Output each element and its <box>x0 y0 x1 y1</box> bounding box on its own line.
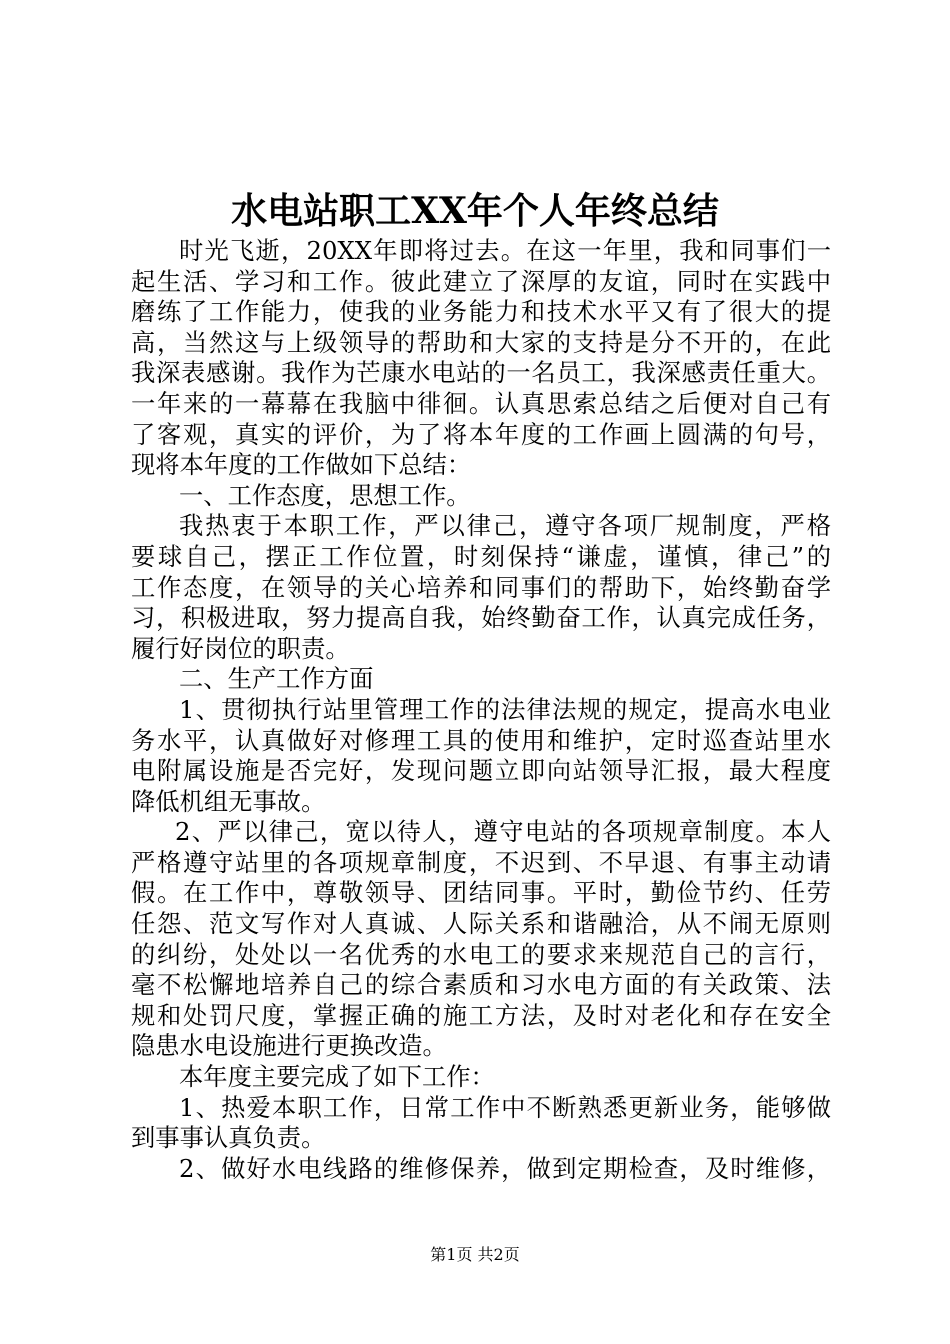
paragraph-line: 2、做好水电线路的维修保养，做到定期检查，及时维修， <box>179 1153 831 1183</box>
paragraph-line: 到事事认真负责。 <box>131 1123 326 1153</box>
paragraph-line: 降低机组无事故。 <box>131 786 326 816</box>
paragraph-line: 2、严以律己，宽以待人，遵守电站的各项规章制度。本人 <box>175 817 831 847</box>
paragraph-line: 习，积极进取，努力提高自我，始终勤奋工作，认真完成任务， <box>131 603 831 633</box>
paragraph-line: 严格遵守站里的各项规章制度，不迟到、不早退、有事主动请 <box>131 847 831 877</box>
paragraph-line: 务水平，认真做好对修理工具的使用和维护，定时巡查站里水 <box>131 725 831 755</box>
paragraph-line: 一年来的一幕幕在我脑中徘徊。认真思索总结之后便对自己有 <box>131 388 831 418</box>
paragraph-line: 工作态度，在领导的关心培养和同事们的帮助下，始终勤奋学 <box>131 572 831 602</box>
paragraph-line: 要球自己，摆正工作位置，时刻保持“谦虚，谨慎，律己”的 <box>131 541 831 571</box>
page-footer: 第1页 共2页 <box>430 1245 520 1264</box>
paragraph-line: 高，当然这与上级领导的帮助和大家的支持是分不开的，在此 <box>131 327 831 357</box>
paragraph-line: 履行好岗位的职责。 <box>131 633 350 663</box>
section-heading: 一、工作态度，思想工作。 <box>179 480 471 510</box>
paragraph-line: 毫不松懈地培养自己的综合素质和习水电方面的有关政策、法 <box>131 970 831 1000</box>
paragraph-line: 任怨、范文写作对人真诚、人际关系和谐融洽，从不闹无原则 <box>131 909 831 939</box>
paragraph-line: 我深表感谢。我作为芒康水电站的一名员工，我深感责任重大。 <box>131 358 831 388</box>
paragraph-line: 假。在工作中，尊敬领导、团结同事。平时，勤俭节约、任劳 <box>131 878 831 908</box>
document-body <box>131 236 831 1184</box>
paragraph-line: 现将本年度的工作做如下总结： <box>131 450 472 480</box>
section-heading: 本年度主要完成了如下工作： <box>179 1062 495 1092</box>
paragraph-line: 的纠纷，处处以一名优秀的水电工的要求来规范自己的言行， <box>131 939 831 969</box>
paragraph-line: 1、热爱本职工作，日常工作中不断熟悉更新业务，能够做 <box>179 1092 831 1122</box>
paragraph-line: 我热衷于本职工作，严以律己，遵守各项厂规制度，严格 <box>179 511 831 541</box>
paragraph-line: 隐患水电设施进行更换改造。 <box>131 1031 447 1061</box>
paragraph-line: 1、贯彻执行站里管理工作的法律法规的规定，提高水电业 <box>179 694 831 724</box>
paragraph-line: 了客观，真实的评价，为了将本年度的工作画上圆满的句号， <box>131 419 831 449</box>
section-heading: 二、生产工作方面 <box>179 664 374 694</box>
paragraph-line: 规和处罚尺度，掌握正确的施工方法，及时对老化和存在安全 <box>131 1000 831 1030</box>
paragraph-line: 磨练了工作能力，使我的业务能力和技术水平又有了很大的提 <box>131 297 831 327</box>
paragraph-line: 起生活、学习和工作。彼此建立了深厚的友谊，同时在实践中 <box>131 266 831 296</box>
document-title: 水电站职工XX年个人年终总结 <box>231 190 719 232</box>
paragraph-line: 电附属设施是否完好，发现问题立即向站领导汇报，最大程度 <box>131 756 831 786</box>
paragraph-line: 时光飞逝，20XX年即将过去。在这一年里，我和同事们一 <box>179 236 831 265</box>
